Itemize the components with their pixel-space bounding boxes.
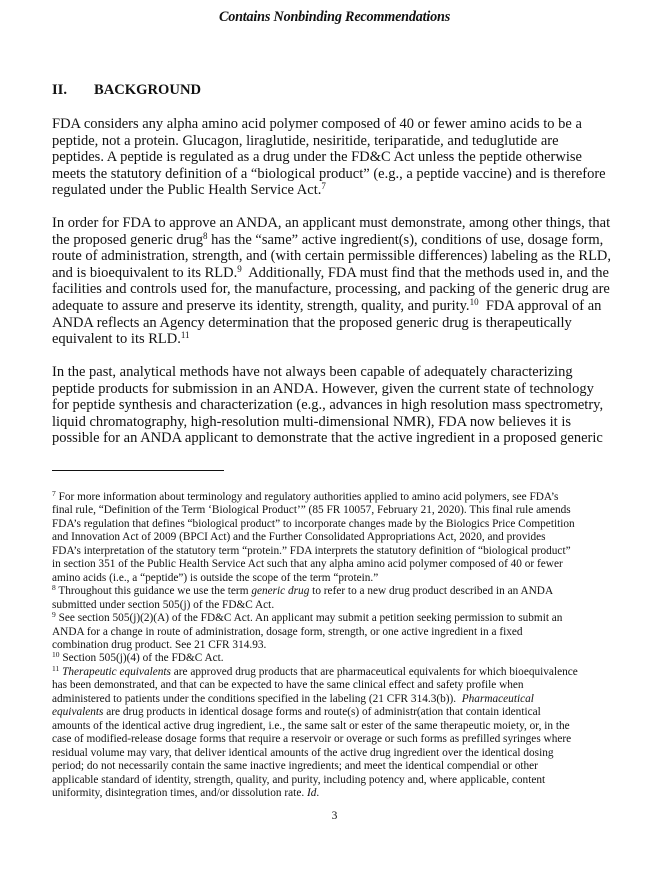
text-line: ANDA for a change in route of administration, dosage form, strength, or one active ingredient in a fixed xyxy=(52,625,523,638)
text-line: case of modified-release dosage forms that require a reservoir or overage or such forms as prefilled syringes where xyxy=(52,733,572,746)
text-segment: . xyxy=(316,786,320,799)
paragraph-1 xyxy=(52,116,612,199)
section-number: II. xyxy=(52,82,68,98)
text-line xyxy=(52,265,612,282)
footnote-ref-10[interactable]: 10 xyxy=(469,296,479,307)
text-line: period; do not necessarily contain the same inactive ingredients; and meet the identical compendial or other xyxy=(52,760,538,773)
text-line: In order for FDA to approve an ANDA, an applicant must demonstrate, among other things, that xyxy=(52,215,611,231)
footnote-marker: 10 xyxy=(52,650,60,660)
text-line xyxy=(52,298,612,315)
footnote-marker: 7 xyxy=(52,489,56,498)
text-line: facilities and controls used for, the manufacture, processing, and packing of the generic drug are xyxy=(52,281,610,298)
text-segment: to refer to a new drug product described in an ANDA xyxy=(309,585,554,598)
footnote-marker: 9 xyxy=(52,610,56,620)
text-line: amounts of the identical active drug ingredient, i.e., the same salt or ester of the same therapeutic moiety, or, in the xyxy=(52,719,570,732)
footnote-ref-11[interactable]: 11 xyxy=(180,330,190,341)
text-segment: has the “same” active ingredient(s), conditions of use, dosage form, xyxy=(207,231,604,248)
text-line: peptides. A peptide is regulated as a drug under the FD&C Act unless the peptide otherwise xyxy=(52,149,582,166)
text-line: FDA’s interpretation of the statutory term “protein.” FDA interprets the statutory definition of “biological product” xyxy=(52,544,571,557)
footnote-8 xyxy=(52,585,612,598)
running-header: Contains Nonbinding Recommendations xyxy=(218,9,451,25)
text-segment: FDA approval of an xyxy=(478,297,602,314)
text-line: residual volume may vary, that deliver identical amounts of the active drug ingredient over the identical dosing xyxy=(52,746,554,759)
text-line: ANDA reflects an Agency determination that the proposed generic drug is therapeutically xyxy=(52,314,572,331)
text-line: possible for an ANDA applicant to demonstrate that the active ingredient in a proposed generic xyxy=(52,430,603,447)
text-line: In the past, analytical methods have not always been capable of adequately characterizing xyxy=(52,364,573,380)
italic-term: Pharmaceutical xyxy=(461,692,534,705)
text-segment: the proposed generic drug xyxy=(52,231,203,248)
footnote-separator xyxy=(52,470,224,471)
section-heading xyxy=(52,82,201,99)
text-line xyxy=(52,693,612,706)
text-line: liquid chromatography, high-resolution multi-dimensional NMR), FDA now believes it is xyxy=(52,413,571,430)
text-line xyxy=(52,706,612,719)
text-line xyxy=(52,787,612,800)
text-segment: are approved drug products that are pharmaceutical equivalents for which bioequivalence xyxy=(170,665,578,678)
text-segment: adequate to assure and preserve its identity, strength, quality, and purity. xyxy=(52,297,470,314)
italic-term: generic drug xyxy=(251,585,310,598)
text-line xyxy=(52,232,612,249)
text-segment: Section 505(j)(4) of the FD&C Act. xyxy=(59,652,224,665)
text-line: submitted under section 505(j) of the FD&C Act. xyxy=(52,598,275,611)
text-line: peptide, not a protein. Glucagon, liraglutide, nesiritide, teriparatide, and teduglutide are xyxy=(52,132,559,149)
text-segment: administered to patients under the conditions specified in the labeling (21 CFR 314.3(b)). xyxy=(52,692,462,705)
text-line: final rule, “Definition of the Term ‘Biological Product’” (85 FR 10057, February 21, 2020). This final rule amends xyxy=(52,504,571,517)
text-line: has been demonstrated, and that can be expected to have the same clinical effect and safety profile when xyxy=(52,679,524,692)
footnote-marker: 11 xyxy=(52,663,60,673)
text-line: route of administration, strength, and (with certain permissible differences) labeling as the RLD, xyxy=(52,248,612,265)
text-line: meets the statutory definition of a “biological product” (e.g., a peptide vaccine) and is therefore xyxy=(52,165,606,182)
footnote-7 xyxy=(52,491,612,504)
text-segment: equivalent to its RLD. xyxy=(52,331,181,348)
footnote-marker: 8 xyxy=(52,583,56,593)
italic-term: Therapeutic equivalents xyxy=(62,665,171,678)
text-segment: Additionally, FDA must find that the methods used in, and the xyxy=(241,264,609,281)
footnotes xyxy=(52,491,612,800)
footnote-9 xyxy=(52,612,612,625)
text-segment: Throughout this guidance we use the term xyxy=(55,585,252,598)
section-title: BACKGROUND xyxy=(94,82,202,98)
text-segment: For more information about terminology and regulatory authorities applied to amino acid polymers, see FDA’s xyxy=(55,491,559,503)
italic-term: equivalents xyxy=(52,706,104,719)
text-line: FDA considers any alpha amino acid polymer composed of 40 or fewer amino acids to be a xyxy=(52,116,582,132)
text-line: peptide products for submission in an ANDA. However, given the current state of technology xyxy=(52,380,594,397)
footnote-ref-9[interactable]: 9 xyxy=(237,263,242,274)
footnote-11 xyxy=(52,663,612,679)
text-segment: See section 505(j)(2)(A) of the FD&C Act. An applicant may submit a petition seeking permission to submit an xyxy=(55,612,563,625)
text-segment: regulated under the Public Health Service Act. xyxy=(52,182,322,199)
text-line: combination drug product. See 21 CFR 314.93. xyxy=(52,638,267,651)
text-segment: are drug products in identical dosage forms and route(s) of administr(ation that contain identical xyxy=(103,706,541,719)
footnote-ref-7[interactable]: 7 xyxy=(321,181,326,192)
text-segment: and is bioequivalent to its RLD. xyxy=(52,264,238,281)
paragraph-2 xyxy=(52,215,612,348)
text-segment: uniformity, disintegration times, and/or dissolution rate. xyxy=(52,786,307,799)
footnote-ref-8[interactable]: 8 xyxy=(203,230,208,241)
text-line xyxy=(52,331,612,348)
italic-term: Id xyxy=(306,786,317,799)
text-line: amino acids (i.e., a “peptide”) is outside the scope of the term “protein.” xyxy=(52,571,379,584)
text-line: applicable standard of identity, strength, quality, and purity, including potency and, where applicable, content xyxy=(52,773,546,786)
page-number: 3 xyxy=(331,810,338,822)
text-line: FDA’s regulation that defines “biological product” to incorporate changes made by the Biologics Price Competition xyxy=(52,517,575,530)
text-line: for peptide synthesis and characterization (e.g., advances in high resolution mass spectrometry, xyxy=(52,397,604,414)
footnote-10 xyxy=(52,652,612,665)
paragraph-3 xyxy=(52,364,612,447)
text-line: and Innovation Act of 2009 (BPCI Act) and the Further Consolidated Appropriations Act, 2020, and provides xyxy=(52,531,546,544)
text-line xyxy=(52,182,612,199)
text-line: in section 351 of the Public Health Service Act such that any alpha amino acid polymer composed of 40 or fewer xyxy=(52,558,563,571)
